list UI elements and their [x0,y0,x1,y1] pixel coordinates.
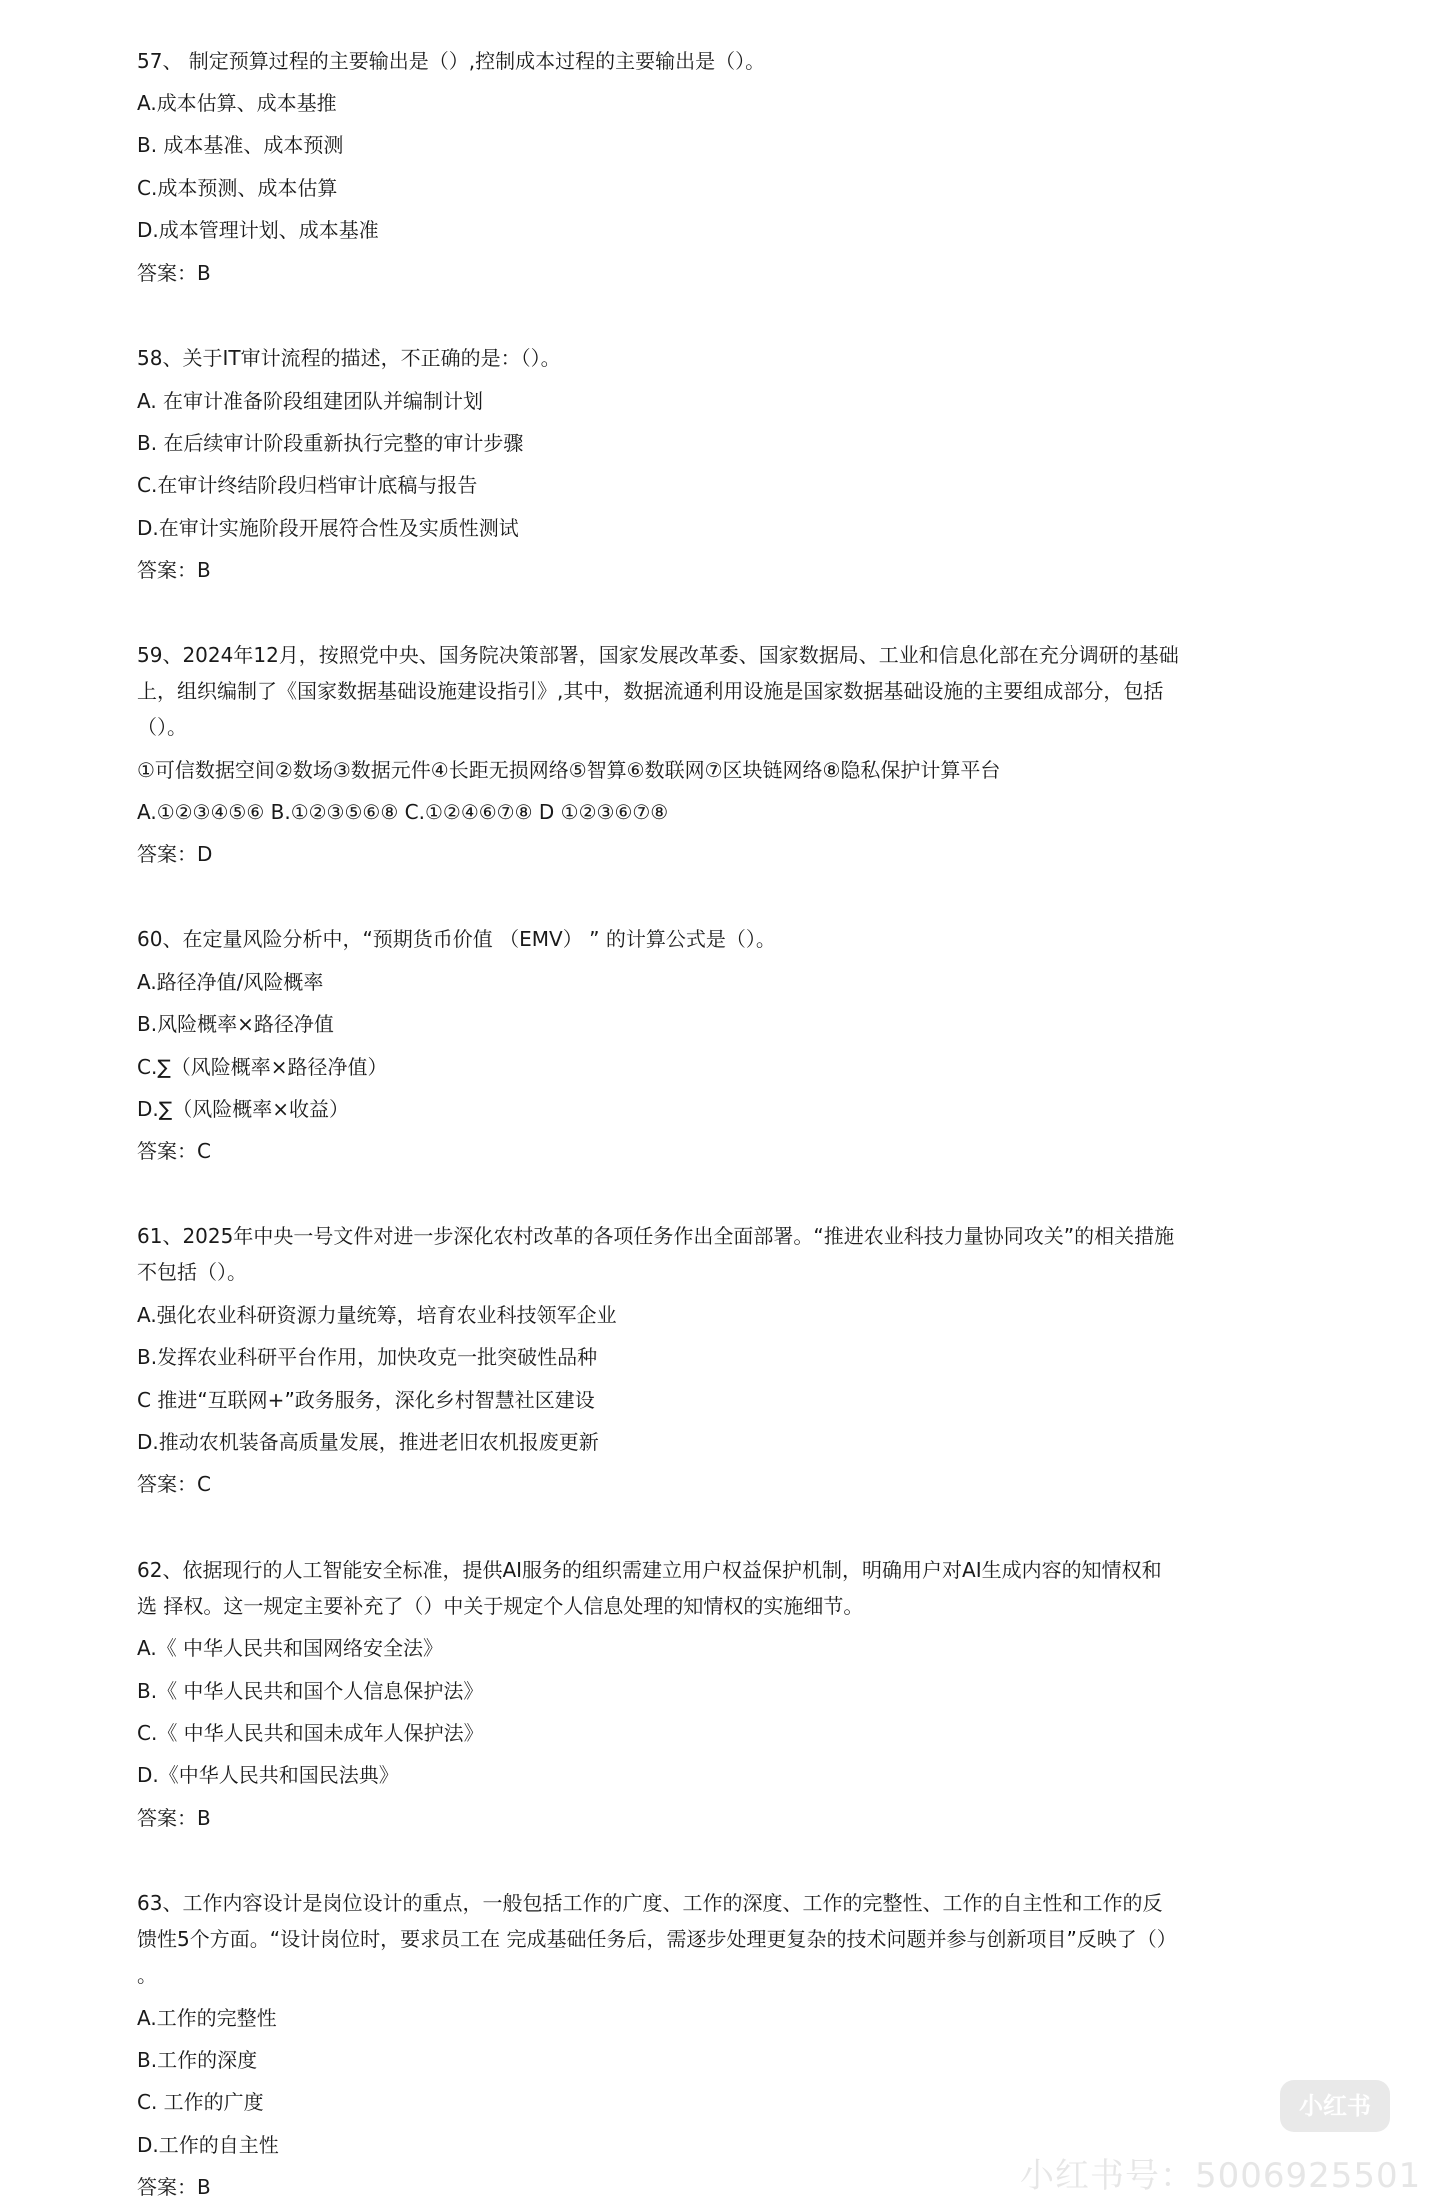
q62-option-a: A.《 中华人民共和国网络安全法》 [137,1636,444,1660]
q61-option-c: C 推进“互联网+”政务服务，深化乡村智慧社区建设 [137,1388,595,1412]
q58-answer: 答案：B [137,558,211,582]
q63-option-b: B.工作的深度 [137,2048,258,2072]
q60-option-d: D.∑（风险概率×收益） [137,1097,349,1121]
q58-option-a: A. 在审计准备阶段组建团队并编制计划 [137,389,484,413]
question-60-text: 60、在定量风险分析中，“预期货币价值 （EMV） ” 的计算公式是（）。 [137,927,776,951]
q57-option-b: B. 成本基准、成本预测 [137,133,344,157]
question-63-line-3: 。 [137,1963,157,1987]
q60-option-a: A.路径净值/风险概率 [137,970,324,994]
q61-option-a: A.强化农业科研资源力量统筹，培育农业科技领军企业 [137,1303,617,1327]
q58-option-b: B. 在后续审计阶段重新执行完整的审计步骤 [137,431,524,455]
q63-answer: 答案：B [137,2175,211,2199]
q61-option-d: D.推动农机装备高质量发展，推进老旧农机报废更新 [137,1430,599,1454]
question-62-line-2: 选 择权。这一规定主要补充了（）中关于规定个人信息处理的知情权的实施细节。 [137,1594,864,1618]
q57-option-a: A.成本估算、成本基推 [137,91,337,115]
xiaohongshu-logo-watermark: 小红书 [1280,2080,1390,2132]
q62-option-d: D.《中华人民共和国民法典》 [137,1763,399,1787]
q57-option-d: D.成本管理计划、成本基准 [137,218,379,242]
q60-option-b: B.风险概率×路径净值 [137,1012,334,1036]
question-59-line-3: （）。 [137,715,187,739]
q57-option-c: C.成本预测、成本估算 [137,176,338,200]
xiaohongshu-id-watermark: 小红书号：5006925501 [1020,2156,1422,2196]
question-59-line-2: 上，组织编制了《国家数据基础设施建设指引》,其中，数据流通利用设施是国家数据基础设施的主要组成部分，包括 [137,679,1164,703]
q63-option-a: A.工作的完整性 [137,2006,277,2030]
q59-options: A.①②③④⑤⑥ B.①②③⑤⑥⑧ C.①②④⑥⑦⑧ D ①②③⑥⑦⑧ [137,800,669,824]
q63-option-c: C. 工作的广度 [137,2090,264,2114]
q60-option-c: C.∑（风险概率×路径净值） [137,1055,388,1079]
question-58-text: 58、关于IT审计流程的描述，不正确的是：（）。 [137,346,561,370]
q63-option-d: D.工作的自主性 [137,2133,279,2157]
q62-answer: 答案：B [137,1806,211,1830]
q58-option-d: D.在审计实施阶段开展符合性及实质性测试 [137,516,519,540]
q58-option-c: C.在审计终结阶段归档审计底稿与报告 [137,473,478,497]
q59-statements: ①可信数据空间②数场③数据元件④长距无损网络⑤智算⑥数联网⑦区块链网络⑧隐私保护计算平台 [137,758,1001,782]
q57-answer: 答案：B [137,261,211,285]
question-63-line-2: 馈性5个方面。“设计岗位时，要求员工在 完成基础任务后，需逐步处理更复杂的技术问题并参与创新项目”反映了（） [137,1927,1177,1951]
question-62-line-1: 62、依据现行的人工智能安全标准，提供AI服务的组织需建立用户权益保护机制，明确用户对AI生成内容的知情权和 [137,1558,1162,1582]
question-57-text: 57、 制定预算过程的主要输出是（）,控制成本过程的主要输出是（）。 [137,49,766,73]
q60-answer: 答案：C [137,1139,211,1163]
q62-option-c: C.《 中华人民共和国未成年人保护法》 [137,1721,484,1745]
q59-answer: 答案：D [137,842,213,866]
q61-answer: 答案：C [137,1472,211,1496]
question-63-line-1: 63、工作内容设计是岗位设计的重点，一般包括工作的广度、工作的深度、工作的完整性、工作的自主性和工作的反 [137,1891,1163,1915]
question-59-line-1: 59、2024年12月，按照党中央、国务院决策部署，国家发展改革委、国家数据局、工业和信息化部在充分调研的基础 [137,643,1179,667]
q62-option-b: B.《 中华人民共和国个人信息保护法》 [137,1679,484,1703]
q61-option-b: B.发挥农业科研平台作用，加快攻克一批突破性品种 [137,1345,598,1369]
question-61-line-1: 61、2025年中央一号文件对进一步深化农村改革的各项任务作出全面部署。“推进农业科技力量协同攻关”的相关措施 [137,1224,1175,1248]
question-61-line-2: 不包括（）。 [137,1260,247,1284]
